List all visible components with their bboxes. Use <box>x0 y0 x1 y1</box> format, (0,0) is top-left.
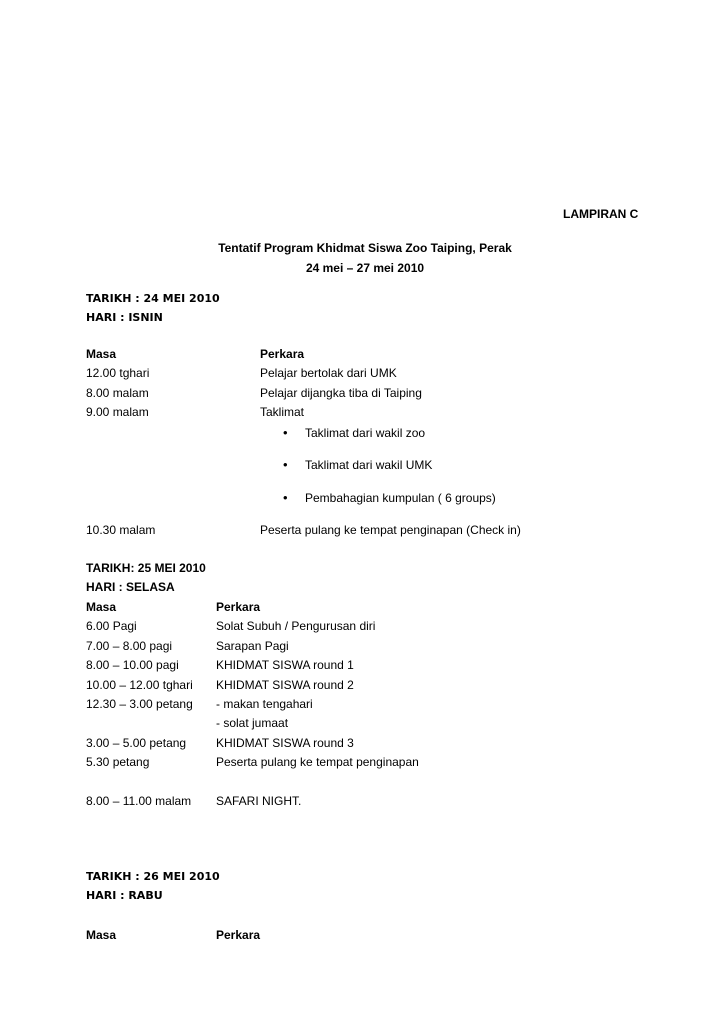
day3-hari: HARI : RABU <box>86 889 163 902</box>
day2-row-masa: 10.00 – 12.00 tghari <box>86 678 193 692</box>
day2-row-masa: 3.00 – 5.00 petang <box>86 736 187 750</box>
day2-row-masa: 12.30 – 3.00 petang <box>86 697 193 711</box>
lampiran-label: LAMPIRAN C <box>563 207 639 221</box>
day2-tarikh: TARIKH: 25 MEI 2010 <box>86 561 206 575</box>
day1-row-masa: 10.30 malam <box>86 523 156 537</box>
day1-row-perkara: Taklimat <box>260 405 305 419</box>
day2-row-perkara: Peserta pulang ke tempat penginapan <box>216 755 419 769</box>
day3-tarikh: TARIKH : 26 MEI 2010 <box>86 870 220 883</box>
day2-row-perkara: KHIDMAT SISWA round 2 <box>216 678 354 692</box>
day2-night-masa: 8.00 – 11.00 malam <box>86 794 192 808</box>
day2-row-perkara: Solat Subuh / Pengurusan diri <box>216 619 376 633</box>
day1-col-masa: Masa <box>86 347 117 361</box>
document-dates: 24 mei – 27 mei 2010 <box>305 261 425 275</box>
day1-bullet-item: • Taklimat dari wakil UMK <box>305 458 432 472</box>
day2-col-perkara: Perkara <box>216 600 261 614</box>
day2-row-perkara: - solat jumaat <box>216 716 289 730</box>
day2-row-perkara: Sarapan Pagi <box>216 639 289 653</box>
day3-col-masa: Masa <box>86 928 117 942</box>
day2-row-perkara: - makan tengahari <box>216 697 313 711</box>
day1-row-masa: 8.00 malam <box>86 386 149 400</box>
day3-col-perkara: Perkara <box>216 928 261 942</box>
day1-tarikh: TARIKH : 24 MEI 2010 <box>86 292 220 305</box>
day1-col-perkara: Perkara <box>260 347 305 361</box>
day2-row-masa: 7.00 – 8.00 pagi <box>86 639 173 653</box>
day2-row-masa: 5.30 petang <box>86 755 150 769</box>
day1-row-masa: 12.00 tghari <box>86 366 150 380</box>
day1-row-perkara: Pelajar dijangka tiba di Taiping <box>260 386 422 400</box>
day2-row-perkara: KHIDMAT SISWA round 3 <box>216 736 354 750</box>
day1-bullet-item: • Pembahagian kumpulan ( 6 groups) <box>305 491 496 505</box>
day1-bullet-item: • Taklimat dari wakil zoo <box>305 426 425 440</box>
day2-night-perkara: SAFARI NIGHT. <box>216 794 302 808</box>
day2-col-masa: Masa <box>86 600 117 614</box>
day1-row-masa: 9.00 malam <box>86 405 149 419</box>
day1-row-perkara: Peserta pulang ke tempat penginapan (Check in) <box>260 523 521 537</box>
day1-hari: HARI : ISNIN <box>86 311 163 324</box>
document-title: Tentatif Program Khidmat Siswa Zoo Taiping, Perak <box>218 241 512 255</box>
day2-hari: HARI : SELASA <box>86 580 175 594</box>
day1-row-perkara: Pelajar bertolak dari UMK <box>260 366 397 380</box>
day2-row-masa: 8.00 – 10.00 pagi <box>86 658 179 672</box>
day2-row-perkara: KHIDMAT SISWA round 1 <box>216 658 354 672</box>
day2-row-masa: 6.00 Pagi <box>86 619 137 633</box>
